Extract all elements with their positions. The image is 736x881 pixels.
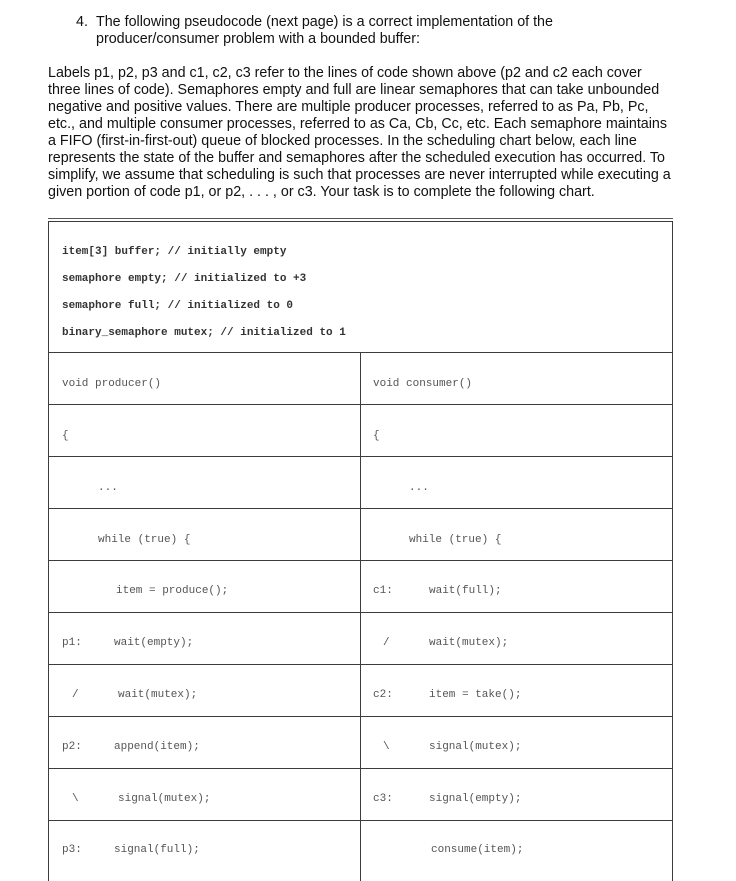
producer-code-wait-mutex: wait(mutex); bbox=[118, 689, 198, 701]
consumer-loop: while (true) { bbox=[409, 534, 502, 546]
producer-ellipsis: ... bbox=[98, 482, 118, 494]
label-c2-top-bracket: / bbox=[383, 637, 390, 649]
label-c2-bottom-bracket: \ bbox=[383, 741, 390, 753]
code-table bbox=[48, 221, 673, 881]
label-p3: p3: bbox=[62, 844, 82, 856]
question-text: The following pseudocode (next page) is a correct implementation of the producer/consumer problem with a bounded buffer: bbox=[96, 14, 553, 47]
consumer-header: void consumer() bbox=[373, 378, 473, 390]
table-border-right bbox=[672, 221, 673, 881]
column-divider bbox=[360, 352, 361, 881]
producer-header: void producer() bbox=[62, 378, 162, 390]
producer-code-signal-full: signal(full); bbox=[114, 844, 200, 856]
label-p1: p1: bbox=[62, 637, 82, 649]
table-border-left bbox=[48, 221, 49, 881]
paragraph-underline bbox=[48, 218, 673, 219]
question-number: 4. bbox=[76, 14, 88, 30]
declaration-full: semaphore full; // initialized to 0 bbox=[62, 300, 294, 312]
label-p2-top-bracket: / bbox=[72, 689, 79, 701]
producer-code-signal-mutex: signal(mutex); bbox=[118, 793, 211, 805]
consumer-code-consume: consume(item); bbox=[431, 844, 524, 856]
consumer-code-take: item = take(); bbox=[429, 689, 522, 701]
producer-code-wait-empty: wait(empty); bbox=[114, 637, 194, 649]
label-c3: c3: bbox=[373, 793, 393, 805]
producer-open-brace: { bbox=[62, 430, 69, 442]
consumer-code-wait-mutex: wait(mutex); bbox=[429, 637, 509, 649]
producer-code-produce: item = produce(); bbox=[116, 585, 229, 597]
table-border-top bbox=[48, 221, 673, 222]
label-p2-bottom-bracket: \ bbox=[72, 793, 79, 805]
consumer-code-signal-empty: signal(empty); bbox=[429, 793, 522, 805]
question-item bbox=[76, 14, 676, 48]
consumer-code-wait-full: wait(full); bbox=[429, 585, 502, 597]
consumer-open-brace: { bbox=[373, 430, 380, 442]
label-c2: c2: bbox=[373, 689, 393, 701]
declaration-mutex: binary_semaphore mutex; // initialized to 1 bbox=[62, 327, 346, 339]
consumer-ellipsis: ... bbox=[409, 482, 429, 494]
consumer-code-signal-mutex: signal(mutex); bbox=[429, 741, 522, 753]
label-c1: c1: bbox=[373, 585, 393, 597]
producer-loop: while (true) { bbox=[98, 534, 191, 546]
producer-code-append: append(item); bbox=[114, 741, 200, 753]
declaration-buffer: item[3] buffer; // initially empty bbox=[62, 246, 287, 258]
label-p2: p2: bbox=[62, 741, 82, 753]
description-paragraph: Labels p1, p2, p3 and c1, c2, c3 refer to the lines of code shown above (p2 and c2 each cover three lines of code). Semaphores empty and full are linear semaphores that can take unbounded negative and positive values. There are multiple producer processes, referred to as Pa, Pb, Pc, etc., and multiple consumer processes, referred to as Ca, Cb, Cc, etc. Each semaphore maintains a FIFO (first-in-first-out) queue of blocked processes. In the scheduling chart below, each line represents the state of the buffer and semaphores after the scheduled execution has occurred. To simplify, we assume that scheduling is such that processes are never interrupted while executing a given portion of code p1, or p2, . . . , or c3. Your task is to complete the following chart. bbox=[48, 65, 671, 200]
declaration-empty: semaphore empty; // initialized to +3 bbox=[62, 273, 307, 285]
